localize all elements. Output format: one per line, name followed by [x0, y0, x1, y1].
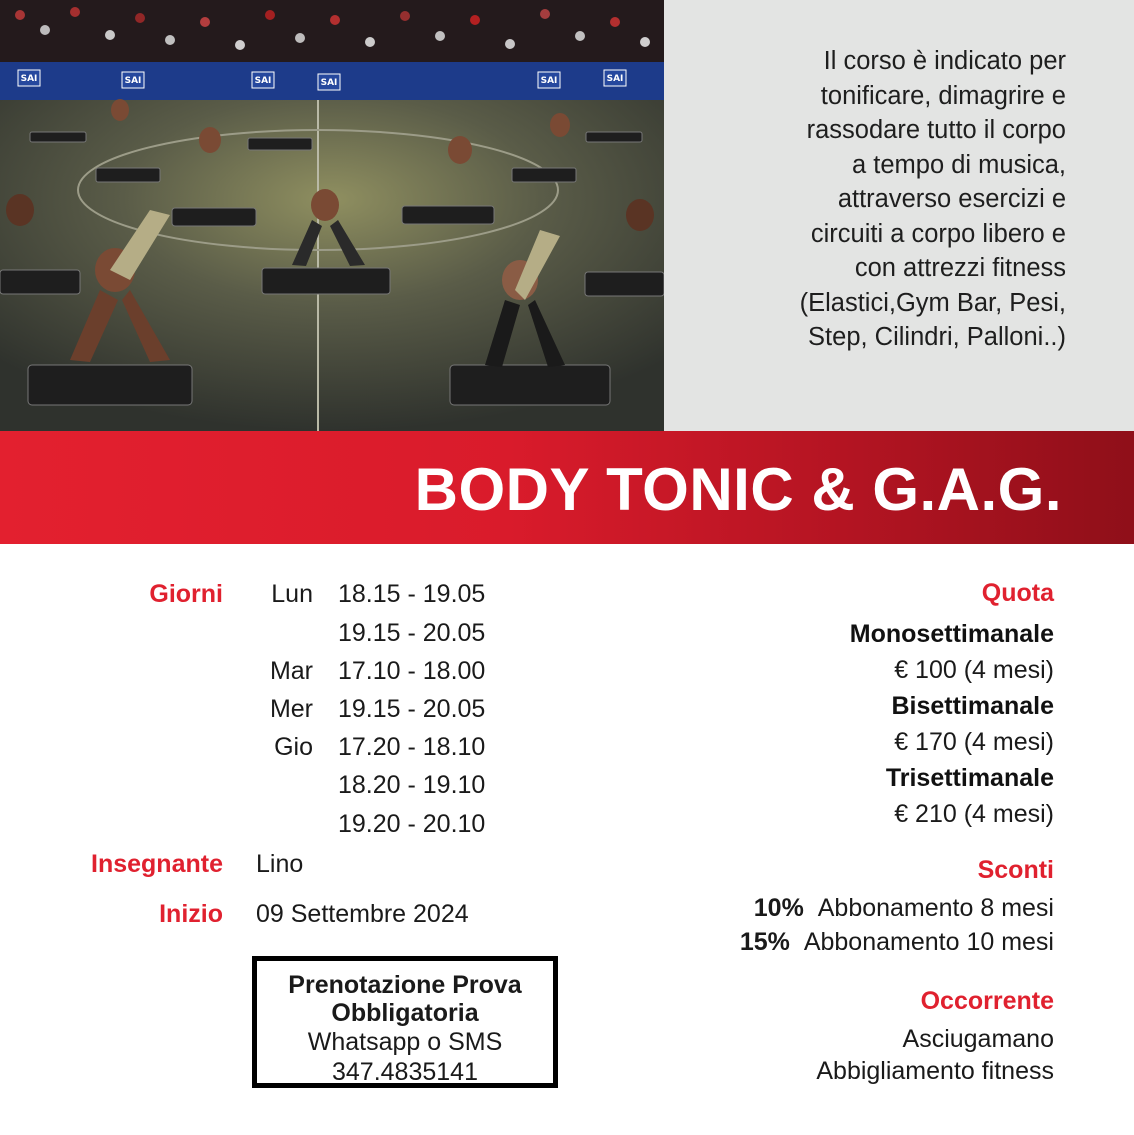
booking-title-line2: Obbligatoria: [331, 999, 479, 1027]
course-title: BODY TONIC & G.A.G.: [414, 456, 1062, 523]
teacher-name: Lino: [256, 850, 304, 878]
schedule-time: 18.15 - 19.05: [338, 580, 486, 608]
description-panel: [664, 0, 1134, 431]
sponsor-logo-text: SAI: [320, 78, 338, 88]
schedule-time: 18.20 - 19.10: [338, 771, 486, 799]
description-line: circuiti a corpo libero e: [810, 219, 1066, 248]
schedule-time: 19.15 - 20.05: [338, 619, 486, 647]
teacher-label: Insegnante: [91, 850, 223, 878]
discount-text: Abbonamento 8 mesi: [817, 894, 1054, 922]
booking-phone[interactable]: 347.4835141: [332, 1058, 478, 1086]
start-label: Inizio: [159, 900, 223, 928]
booking-title-line1: Prenotazione Prova: [288, 971, 522, 999]
schedule-time: 19.20 - 20.10: [338, 810, 486, 838]
needed-item: Abbigliamento fitness: [816, 1057, 1054, 1085]
plan-name: Monosettimanale: [849, 620, 1054, 648]
sponsor-logo-text: SAI: [254, 76, 272, 86]
discount-item: [584, 894, 1054, 923]
description-line: attraverso esercizi e: [837, 185, 1066, 213]
course-description: [686, 44, 1066, 355]
class-photo: [0, 0, 664, 431]
needed-item: Asciugamano: [902, 1025, 1054, 1053]
title-banner: [0, 431, 1134, 544]
start-date: 09 Settembre 2024: [256, 900, 469, 928]
description-line: con attrezzi fitness: [854, 254, 1066, 282]
discount-percent: 15%: [739, 928, 790, 956]
needed-label: Occorrente: [920, 987, 1054, 1015]
plan-name: Trisettimanale: [885, 764, 1054, 792]
discounts-label: Sconti: [977, 856, 1054, 884]
schedule-time: 17.10 - 18.00: [338, 657, 486, 685]
plan-price: € 210 (4 mesi): [894, 800, 1054, 828]
booking-box: [252, 956, 558, 1088]
schedule-day: Mer: [269, 695, 313, 723]
plan-name: Bisettimanale: [891, 692, 1054, 720]
plan-price: € 170 (4 mesi): [894, 728, 1054, 756]
discount-percent: 10%: [753, 894, 804, 922]
description-line: a tempo di musica,: [851, 150, 1066, 179]
days-label: Giorni: [149, 580, 223, 608]
description-line: Il corso è indicato per: [823, 47, 1066, 75]
schedule-time: 17.20 - 18.10: [338, 733, 486, 761]
booking-contact-method: Whatsapp o SMS: [307, 1028, 503, 1056]
group-workout-photo: [0, 0, 664, 431]
schedule-day: Mar: [269, 657, 313, 685]
description-line: tonificare, dimagrire e: [820, 81, 1066, 110]
schedule-time: 19.15 - 20.05: [338, 695, 486, 723]
plan-price: € 100 (4 mesi): [894, 656, 1054, 684]
sponsor-logo-text: SAI: [606, 74, 624, 84]
sponsor-logo-text: SAI: [20, 74, 38, 84]
description-line: rassodare tutto il corpo: [806, 116, 1066, 144]
schedule-day: Lun: [271, 580, 313, 608]
description-line: Step, Cilindri, Palloni..): [808, 323, 1066, 351]
discount-text: Abbonamento 10 mesi: [803, 928, 1054, 956]
description-line: (Elastici,Gym Bar, Pesi,: [799, 288, 1066, 317]
fee-label: Quota: [981, 579, 1054, 607]
schedule-day: Gio: [274, 733, 313, 761]
sponsor-logo-text: SAI: [540, 76, 558, 86]
discount-item: [584, 928, 1054, 957]
sponsor-logo-text: SAI: [124, 76, 142, 86]
